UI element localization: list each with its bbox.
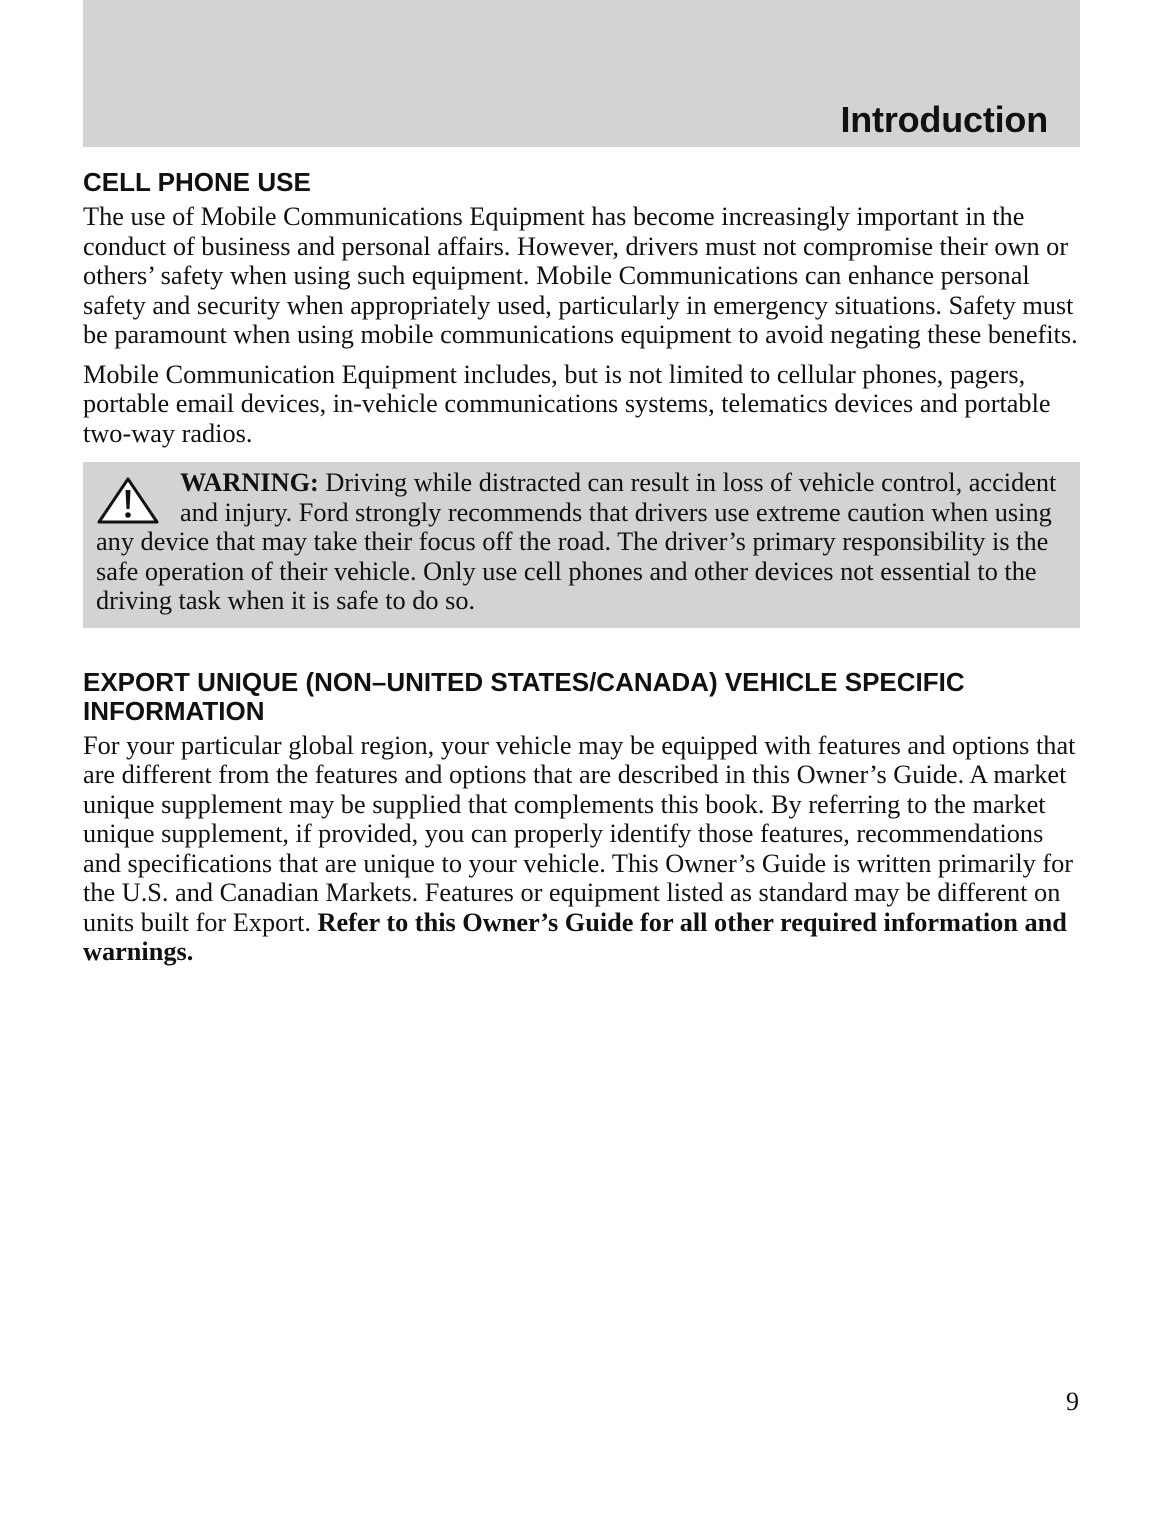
cell-phone-heading: CELL PHONE USE: [83, 167, 311, 197]
warning-label: WARNING:: [180, 468, 319, 497]
page-content: [83, 168, 1080, 977]
cell-phone-paragraph-2: Mobile Communication Equipment includes, but is not limited to cellular phones, pagers, portable email devices, in-vehicle communications systems, telematics devices and portable two-way radios.: [83, 359, 1051, 448]
export-heading: EXPORT UNIQUE (NON–UNITED STATES/CANADA) VEHICLE SPECIFIC INFORMATION: [83, 666, 965, 726]
export-paragraph: [83, 731, 1080, 967]
export-emphasis: Refer to this Owner’s Guide for all other required information and warnings.: [83, 907, 1067, 966]
warning-text-block: [96, 468, 1066, 616]
cell-phone-paragraph-1: The use of Mobile Communications Equipment has become increasingly important in the conduct of business and personal affairs. However, drivers must not compromise their own or others’ safety when using such equipment. Mobile Communications can enhance personal safety and security when appropriately used, particularly in emergency situations. Safety must be paramount when using mobile communications equipment to avoid negating these benefits.: [83, 202, 1078, 349]
page-number: 9: [1066, 1387, 1079, 1416]
warning-body: Driving while distracted can result in loss of vehicle control, accident and injury. Ford strongly recommends that drivers use extreme caution when using any device that may take their focus off the road. The driver’s primary responsibility is the safe operation of their vehicle. Only use cell phones and other devices not essential to the driving task when it is safe to do so.: [96, 468, 1057, 615]
header-band: [83, 0, 1080, 147]
page-title: Introduction: [840, 99, 1048, 140]
warning-box: [83, 462, 1080, 628]
export-section: [83, 668, 1080, 967]
export-paragraph-text: For your particular global region, your vehicle may be equipped with features and options that are different from the features and options that are described in this Owner’s Guide. A market unique supplement may be supplied that complements this book. By referring to the market unique supplement, if provided, you can properly identify those features, recommendations and specifications that are unique to your vehicle. This Owner’s Guide is written primarily for the U.S. and Canadian Markets. Features or equipment listed as standard may be different on units built for Export.: [83, 730, 1076, 937]
warning-triangle-icon: [96, 476, 160, 526]
cell-phone-section: [83, 168, 1080, 628]
